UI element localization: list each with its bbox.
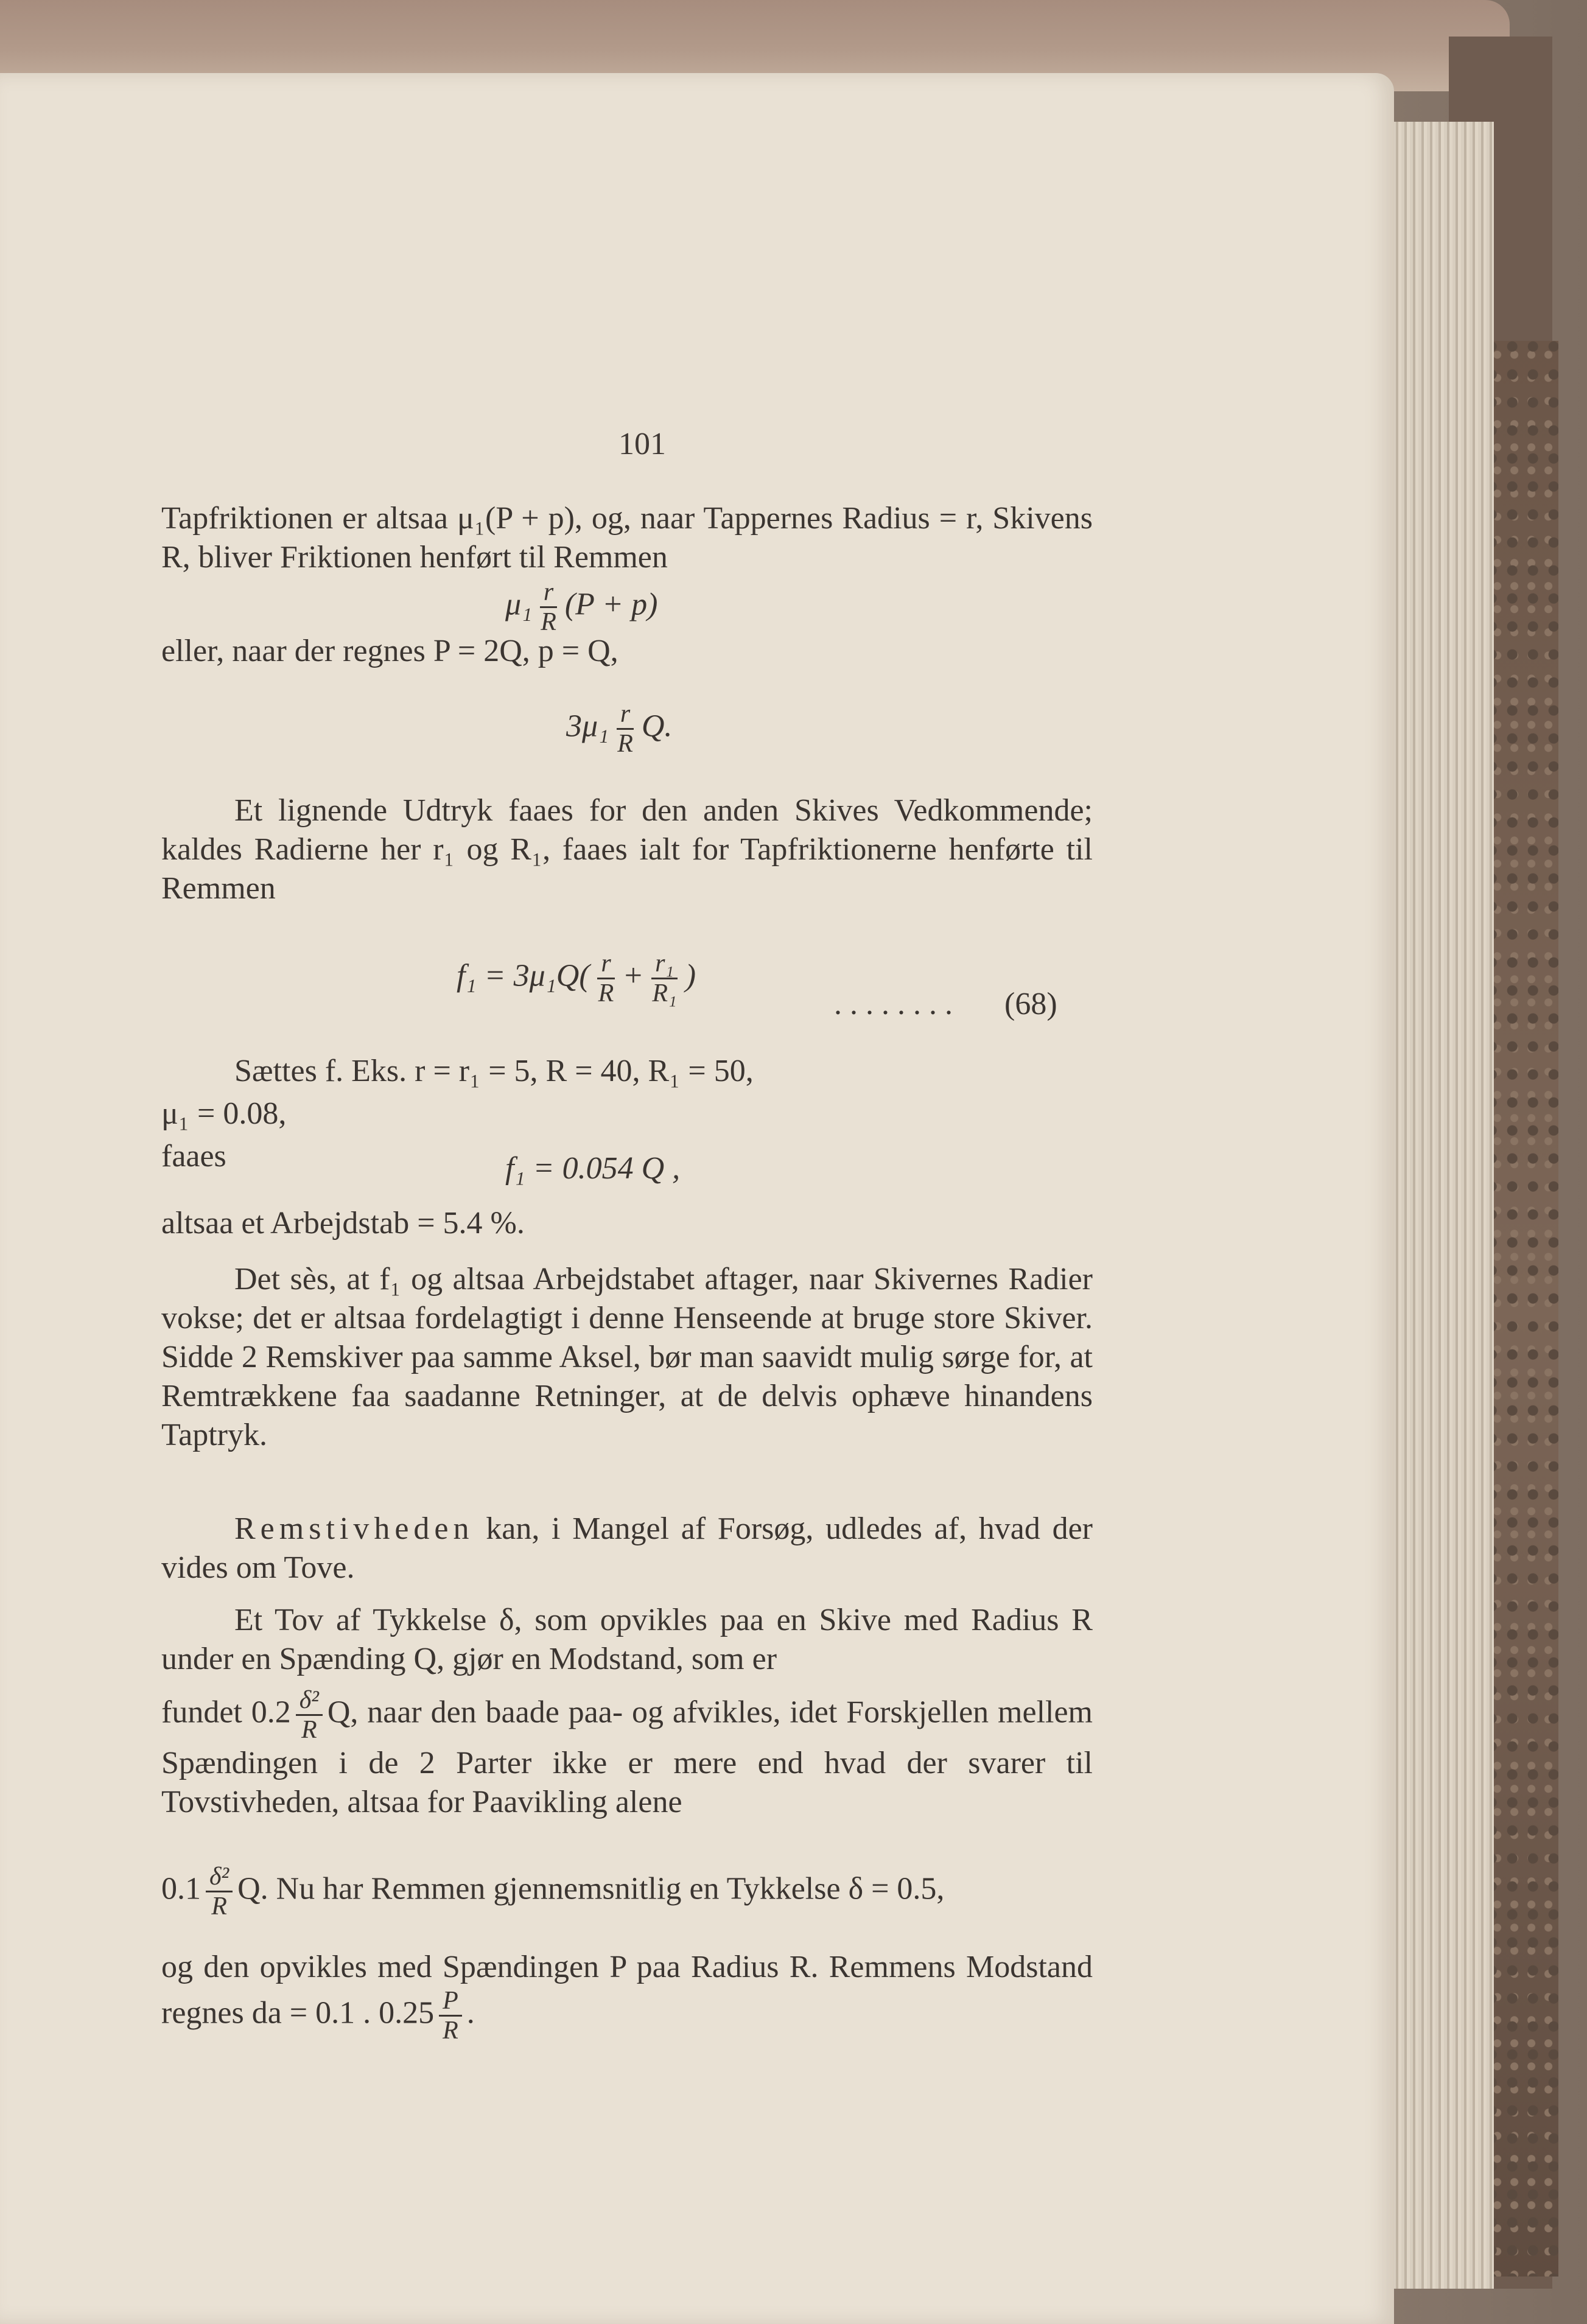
book-page: [0, 73, 1394, 2324]
section-heading-remstivheden: Remstivheden: [234, 1511, 474, 1546]
paragraph-fundet: [161, 1686, 1093, 1822]
eq1-numerator: r: [540, 578, 557, 608]
fundet-fraction: [296, 1686, 323, 1744]
eq1-right: (P + p): [564, 587, 658, 622]
paavikling-pre: 0.1: [161, 1871, 201, 1906]
paragraph-saettes-line-1: Sættes f. Eks. r = r₁ = 5, R = 40, R₁ = 50,: [234, 1054, 754, 1088]
paragraph-arbejdstab: altsaa et Arbejdstab = 5.4 %.: [161, 1206, 525, 1241]
fundet-numerator: δ²: [296, 1686, 323, 1716]
paragraph-faaes: faaes: [161, 1139, 226, 1174]
eq1-left: μ₁: [505, 587, 533, 622]
equation-2: [566, 700, 672, 758]
eq3-plus: +: [622, 958, 644, 993]
paavikling-text: Q. Nu har Remmen gjennemsnitlig en Tykkelse δ = 0.5,: [237, 1871, 945, 1906]
eq3-left: f₁ = 3μ₁Q(: [457, 958, 590, 993]
paragraph-paavikling: [161, 1863, 1093, 1920]
eq3-fraction-2: [648, 950, 680, 1007]
paavikling-fraction: [206, 1863, 233, 1920]
equation-1: [505, 578, 657, 636]
eq3-denominator-2: R₁: [652, 979, 677, 1007]
eq2-left: 3μ₁: [566, 709, 609, 744]
paragraph-tapfriktion: Tapfriktionen er altsaa μ₁(P + p), og, naar Tappernes Radius = r, Skivens R, bliver Friktionen henført til Remmen: [161, 501, 1093, 575]
paragraph-remstivhed: [161, 1510, 1093, 1587]
paragraph-modstand: [161, 1948, 1093, 2045]
eq2-numerator: r: [617, 700, 634, 730]
fundet-label: fundet 0.2: [161, 1695, 291, 1730]
equation-dots: . . . . . . . .: [834, 987, 953, 1021]
paragraph-eller: eller, naar der regnes P = 2Q, p = Q,: [161, 634, 618, 668]
paragraph-saettes-line-2: μ₁ = 0.08,: [161, 1096, 287, 1131]
eq3-numerator-1: r: [597, 950, 614, 979]
page-number: 101: [618, 427, 666, 461]
modstand-fraction: [439, 1987, 462, 2045]
marbled-cover-edge: [1485, 341, 1558, 2277]
eq1-denominator: R: [541, 608, 556, 636]
eq2-denominator: R: [617, 730, 633, 758]
eq2-fraction: [614, 700, 637, 758]
eq3-numerator-2: r₁: [651, 950, 678, 979]
eq3-fraction-1: [595, 950, 618, 1007]
modstand-denominator: R: [443, 2017, 458, 2045]
paragraph-remstivhed-text: kan, i Mangel af Forsøg, udledes af, hvad der vides om Tove.: [161, 1511, 1093, 1585]
fundet-denominator: R: [301, 1716, 317, 1744]
eq1-fraction: [537, 578, 560, 636]
eq2-right: Q.: [641, 709, 673, 744]
paavikling-numerator: δ²: [206, 1863, 233, 1892]
paragraph-tov: Et Tov af Tykkelse δ, som opvikles paa en Skive med Radius R under en Spænding Q, gjør en Modstand, som er: [161, 1603, 1093, 1676]
paragraph-lignende: Et lignende Udtryk faaes for den anden Skives Vedkommende; kaldes Radierne her r₁ og R₁, faaes ialt for Tapfriktionerne henførte til Remmen: [161, 793, 1093, 906]
paragraph-det-ses: Det sès, at f₁ og altsaa Arbejdstabet aftager, naar Skivernes Radier vokse; det er altsaa fordelagtigt i denne Henseende at bruge store Skiver. Sidde 2 Remskiver paa samme Aksel, bør man saavidt mulig sørge for, at Remtrækkene faa saadanne Retninger, at de delvis ophæve hinandens Taptryk.: [161, 1262, 1093, 1452]
paavikling-denominator: R: [211, 1892, 227, 1920]
equation-number: (68): [1004, 987, 1057, 1021]
eq3-close: ): [685, 958, 696, 993]
modstand-end: .: [466, 1995, 475, 2031]
modstand-text: og den opvikles med Spændingen P paa Radius R. Remmens Modstand regnes da = 0.1 . 0.25: [161, 1950, 1093, 2031]
modstand-numerator: P: [439, 1987, 462, 2017]
eq3-denominator-1: R: [598, 979, 614, 1007]
equation-4: f₁ = 0.054 Q ,: [505, 1151, 681, 1186]
equation-68: [457, 950, 696, 1007]
fundet-text: Q, naar den baade paa- og afvikles, idet Forskjellen mellem Spændingen i de 2 Parter ikke er mere end hvad der svarer til Tovstivheden, altsaa for Paavikling alene: [161, 1695, 1093, 1819]
